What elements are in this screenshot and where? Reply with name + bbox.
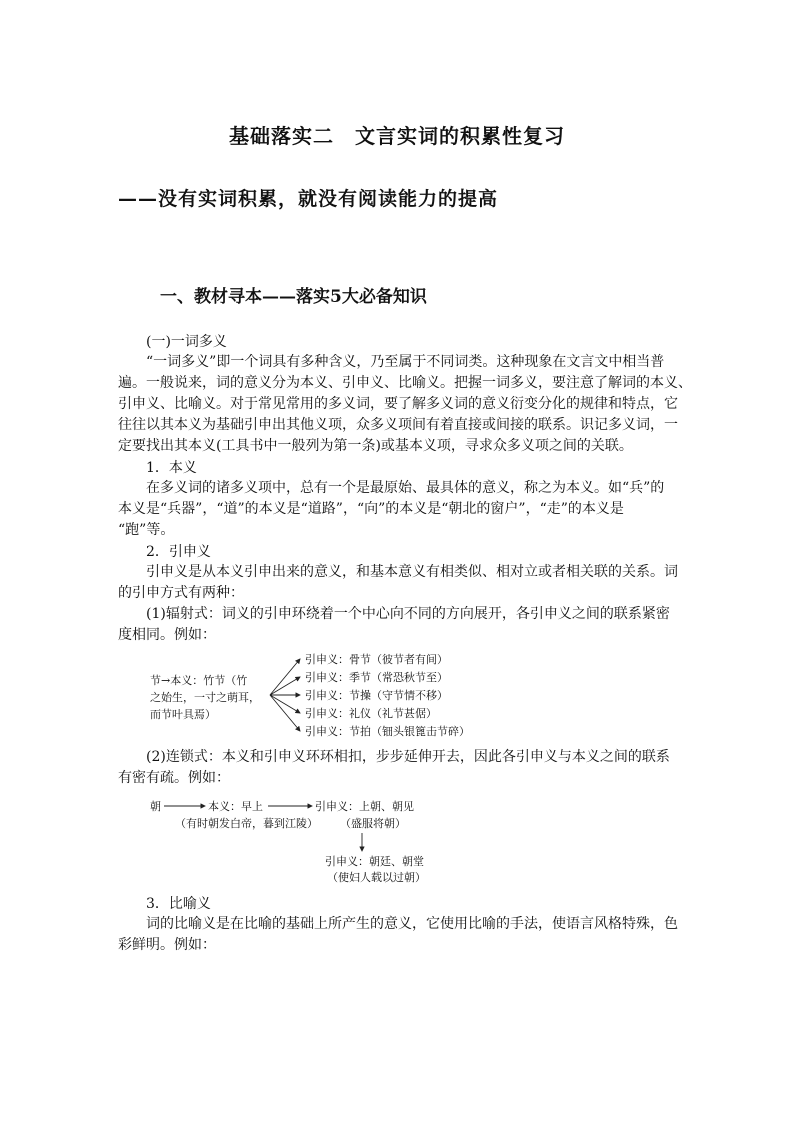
radial-branch: 引申义：节拍（钿头银篦击节碎） bbox=[305, 725, 470, 738]
yinshen-line: 的引申方式有两种： bbox=[118, 585, 244, 601]
radial-branch: 引申义：骨节（彼节者有间） bbox=[305, 653, 448, 666]
chain-line: 有密有疏。例如： bbox=[118, 770, 230, 786]
part1-line: 引申义、比喻义。对于常见常用的多义词，要了解多义词的意义衍变分化的规律和特点，它 bbox=[118, 396, 678, 412]
chain-step3: 引申义：朝廷、朝堂 bbox=[325, 855, 424, 868]
biyu-line: 词的比喻义是在比喻的基础上所产生的意义，它使用比喻的手法，使语言风格特殊，色 bbox=[146, 916, 678, 932]
radial-line: (1)辐射式：词义的引申环绕着一个中心向不同的方向展开，各引申义之间的联系紧密 bbox=[146, 606, 670, 622]
section-heading: 一、教材寻本——落实5大必备知识 bbox=[160, 287, 427, 307]
yinshen-heading: 2．引申义 bbox=[146, 544, 211, 560]
benyi-line: 在多义词的诸多义项中，总有一个是最原始、最具体的意义，称之为本义。如“兵”的 bbox=[146, 480, 665, 496]
page-subtitle: ——没有实词积累，就没有阅读能力的提高 bbox=[118, 188, 499, 210]
part1-line: 往往以其本义为基础引申出其他义项，众多义项间有着直接或间接的联系。识记多义词，一 bbox=[118, 417, 678, 433]
part1-line: 遍。一般说来，词的意义分为本义、引申义、比喻义。把握一词多义，要注意了解词的本义、 bbox=[118, 375, 692, 391]
radial-arrow bbox=[270, 695, 300, 731]
chain-step2-example: （盛服将朝） bbox=[340, 817, 406, 830]
chain-step2: 引申义：上朝、朝见 bbox=[315, 800, 414, 813]
part1-heading: (一)一词多义 bbox=[146, 334, 227, 350]
yinshen-line: 引申义是从本义引申出来的意义，和基本意义有相类似、相对立或者相关联的关系。词 bbox=[146, 564, 678, 580]
radial-source-line: 节→本义：竹节（竹 bbox=[150, 674, 248, 687]
page-title: 基础落实二 文言实词的积累性复习 bbox=[229, 124, 565, 148]
chain-word: 朝 bbox=[150, 800, 161, 813]
radial-line: 度相同。例如： bbox=[118, 627, 216, 643]
benyi-heading: 1．本义 bbox=[146, 460, 197, 476]
benyi-line: 本义是“兵器”，“道”的本义是“道路”，“向”的本义是“朝北的窗户”，“走”的本义是 bbox=[118, 501, 624, 517]
radial-branch: 引申义：季节（常恐秋节至） bbox=[305, 671, 448, 684]
radial-source-line: 而节叶具焉） bbox=[150, 708, 216, 721]
radial-source-line: 之始生，一寸之萌耳， bbox=[150, 691, 260, 704]
radial-arrow bbox=[270, 659, 300, 695]
biyu-heading: 3．比喻义 bbox=[146, 896, 211, 912]
chain-step1: 本义：早上 bbox=[208, 800, 263, 813]
part1-line: “一词多义”即一个词具有多种含义，乃至属于不同词类。这种现象在文言文中相当普 bbox=[146, 354, 665, 370]
biyu-line: 彩鲜明。例如： bbox=[118, 937, 216, 953]
chain-line: (2)连锁式：本义和引申义环环相扣，步步延伸开去，因此各引申义与本义之间的联系 bbox=[146, 749, 670, 765]
chain-paragraph bbox=[118, 747, 678, 789]
chain-step1-example: （有时朝发白帝，暮到江陵） bbox=[175, 817, 318, 830]
part1-line: 定要找出其本义(工具书中一般列为第一条)或基本义项，寻求众多义项之间的关联。 bbox=[118, 438, 633, 454]
benyi-line: “跑”等。 bbox=[118, 522, 175, 538]
radial-branch: 引申义：礼仪（礼节甚倨） bbox=[305, 707, 437, 720]
biyu-paragraph bbox=[118, 914, 678, 956]
radial-arrow bbox=[270, 677, 300, 695]
chain-step3-example: （使妇人载以过朝） bbox=[327, 871, 426, 884]
radial-arrow bbox=[270, 695, 300, 713]
radial-branch: 引申义：节操（守节情不移） bbox=[305, 689, 448, 702]
